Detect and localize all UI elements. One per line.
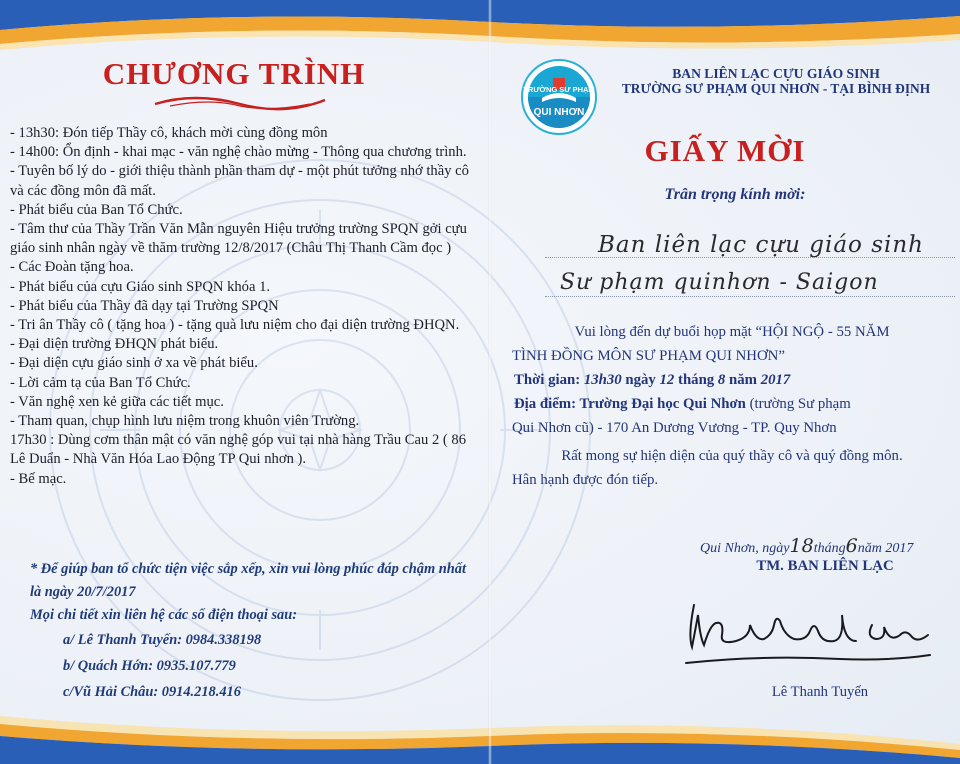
event-month: 8 [717,372,726,388]
program-item [10,374,470,393]
place-rest: (trường Sư phạm [745,396,851,412]
program-text: Văn nghệ xen kẻ giữa các tiết mục. [18,393,224,410]
bullet-dash: - [10,355,19,372]
time-label: Thời gian: [514,372,581,388]
place-line2: Qui Nhơn cũ) - 170 An Dương Vương - TP. Quy Nhơn [512,420,837,436]
program-time: 14h00: [18,144,60,161]
event-time [512,368,952,392]
program-item [10,412,470,431]
program-item [10,124,470,143]
bullet-dash: - [10,336,19,353]
program-text: Tuyên bố lý do - giới thiệu thành phần tham dự - một phút tưởng nhớ thầy cô và các đồng môn đã mất. [10,163,469,199]
bullet-dash: - [10,470,19,487]
program-item [10,335,470,354]
program-item [10,354,470,373]
org-name-line1: BAN LIÊN LẠC CỰU GIÁO SINH [672,66,880,81]
bullet-dash: - [10,393,19,410]
contact-item: a/ Lê Thanh Tuyến: 0984.338198 [63,632,262,648]
program-item [10,201,470,220]
program-text: Tham quan, chụp hình lưu niệm trong khuôn viên Trường. [18,413,360,430]
recipient-dotline [545,296,955,297]
program-item [10,278,470,297]
invite-line1: Vui lòng đến dự buổi họp mặt “HỘI NGỘ - 55 NĂM [574,324,890,340]
program-item [10,470,470,489]
notes-block [30,558,470,705]
program-item [10,258,470,277]
closing-line2: Hân hạnh được đón tiếp. [512,472,659,488]
time-connector: ngày [621,372,660,388]
program-text: Đón tiếp Thầy cô, khách mời cùng đồng môn [59,125,328,141]
program-text: Đại diện cựu giáo sinh ở xa về phát biểu. [18,355,258,372]
contact-item: b/ Quách Hớn: 0935.107.779 [63,658,236,674]
bullet-dash: - [10,413,19,430]
program-text: Tâm thư của Thầy Trần Văn Mẫn nguyên Hiệu trưởng trường SPQN gởi cựu giáo sinh nhân ngày về thăm trường 12/8/2017 (Châu Thị Thanh Cầm đọc ) [10,221,467,257]
program-title: CHƯƠNG TRÌNH [102,56,366,91]
page-fold [488,0,492,764]
invite-line2: TÌNH ĐỒNG MÔN SƯ PHẠM QUI NHƠN” [512,348,785,364]
event-day: 12 [659,372,675,388]
program-item [10,316,470,335]
date-year: năm 2017 [857,541,914,556]
program-text: Lời cảm tạ của Ban Tổ Chức. [18,374,191,391]
program-time: 13h30: [18,125,60,141]
program-text: Phát biểu của Ban Tổ Chức. [18,201,183,218]
time-value: 13h30 [583,372,622,388]
program-text: Dùng cơm thân mật có văn nghệ góp vui tại nhà hàng Trầu Cau 2 ( 86 Lê Duẩn - Nhà Văn Hóa Lao Động TP Qui nhơn ). [10,432,467,468]
program-text: Phát biểu của Thầy đã dạy tại Trường SPQN [18,297,279,314]
program-item [10,431,470,469]
bullet-dash: - [10,278,19,295]
closing-line1: Rất mong sự hiện diện của quý thầy cô và quý đồng môn. [561,448,903,464]
program-text: Bế mạc. [18,470,67,487]
signer-name: Lê Thanh Tuyến [771,684,869,700]
handwritten-signature [680,585,940,675]
logo-bottom-text: QUI NHƠN [533,107,585,118]
school-logo [520,58,598,136]
program-item [10,220,470,258]
reply-note: * Để giúp ban tổ chức tiện việc sắp xếp, xin vui lòng phúc đáp chậm nhất là ngày 20/7/2017 [30,561,466,600]
bullet-dash: - [10,125,19,141]
org-name-line2: TRƯỜNG SƯ PHẠM QUI NHƠN - TẠI BÌNH ĐỊNH [621,81,931,96]
place-label: Địa điểm: Trường Đại học Qui Nhơn [514,396,746,412]
date-place: Qui Nhơn, ngày [700,541,790,556]
signer-title: TM. BAN LIÊN LẠC [756,558,894,574]
title-flourish [150,92,330,112]
contact-item: c/Vũ Hải Châu: 0914.218.416 [63,684,241,700]
bullet-dash: - [10,259,19,276]
program-item [10,393,470,412]
bullet-dash: - [10,144,19,161]
event-year: 2017 [760,372,791,388]
program-text: Phát biểu của cựu Giáo sinh SPQN khóa 1. [18,278,271,295]
recipient-handwritten-1: Ban liên lạc cựu giáo sinh [598,232,924,258]
recipient-handwritten-2: Sư phạm quinhơn - Saigon [560,270,879,295]
bottom-decor-band [0,704,960,764]
bullet-dash: - [10,317,19,334]
program-item [10,297,470,316]
invitation-title: GIẤY MỜI [644,133,806,168]
month-word: tháng [674,372,718,388]
top-decor-band [0,0,960,60]
logo-top-text: TRƯỜNG SƯ PHẠM [523,85,595,94]
program-time: 17h30 : [10,432,55,449]
date-month-word: tháng [813,541,846,556]
signing-date [700,535,940,557]
program-item [10,162,470,200]
contact-intro: Mọi chi tiết xin liên hệ các số điện thoại sau: [30,607,298,623]
program-text: Đại diện trường ĐHQN phát biểu. [18,336,219,353]
program-text: Ổn định - khai mạc - văn nghệ chào mừng - Thông qua chương trình. [59,144,467,161]
program-item [10,143,470,162]
event-place [512,392,952,416]
bullet-dash: - [10,297,19,314]
program-text: Tri ân Thầy cô ( tặng hoa ) - tặng quà lưu niệm cho đại diện trường ĐHQN. [18,317,460,334]
invitation-body [512,320,952,492]
date-day: 18 [789,535,814,557]
greeting: Trân trọng kính mời: [664,186,806,203]
program-list [10,124,470,489]
date-month: 6 [845,535,858,557]
bullet-dash: - [10,163,19,180]
bullet-dash: - [10,374,19,391]
bullet-dash: - [10,201,19,218]
bullet-dash: - [10,221,19,238]
year-word: năm [725,372,761,388]
program-text: Các Đoàn tặng hoa. [18,259,134,276]
